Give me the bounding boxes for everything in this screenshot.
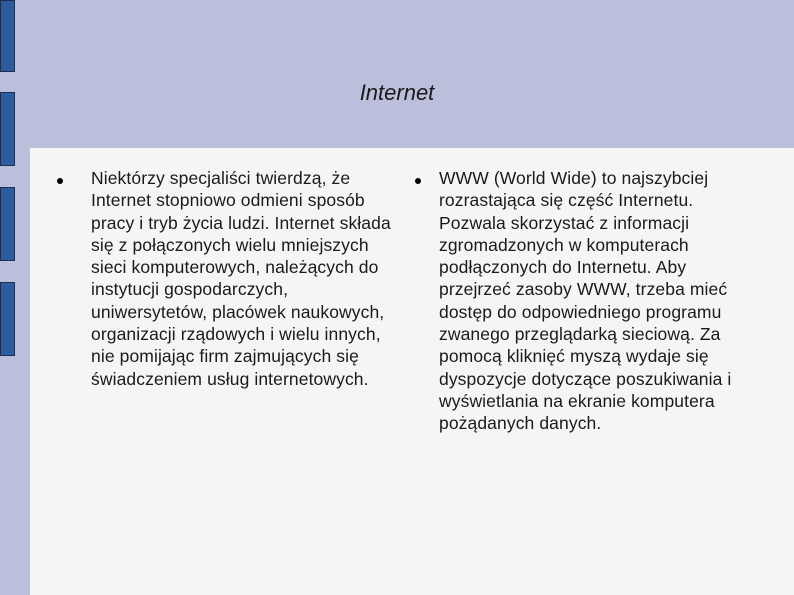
decorative-bar — [0, 92, 15, 166]
decorative-bar — [0, 0, 15, 72]
bullet-dot-icon — [415, 178, 421, 184]
right-column-text: WWW (World Wide) to najszybciej rozrastająca się część Internetu. Pozwala skorzystać z informacji zgromadzonych w komputerach podłączonych do Internetu. Aby przejrzeć zasoby WWW, trzeba mieć dostęp do odpowiedniego programu zwanego przeglądarką sieciową. Za pomocą kliknięć myszą wydaje się dyspozycje dotyczące poszukiwania i wyświetlania na ekranie komputera pożądanych danych. — [439, 168, 732, 434]
left-column-text: Niektórzy specjaliści twierdzą, że Internet stopniowo odmieni sposób pracy i tryb życia ludzi. Internet składa się z połączonych wielu mniejszych sieci komputerowych, należących do instytucji gospodarczych, uniwersytetów, placówek naukowych, organizacji rządowych i wielu innych, nie pomijając firm zajmujących się świadczeniem usług internetowych. — [91, 168, 391, 389]
header-band — [30, 0, 794, 148]
decorative-bar — [0, 282, 15, 356]
bullet-dot-icon — [57, 178, 63, 184]
slide-title: Internet — [359, 80, 435, 105]
decorative-bar — [0, 187, 15, 261]
content-area — [30, 148, 794, 595]
